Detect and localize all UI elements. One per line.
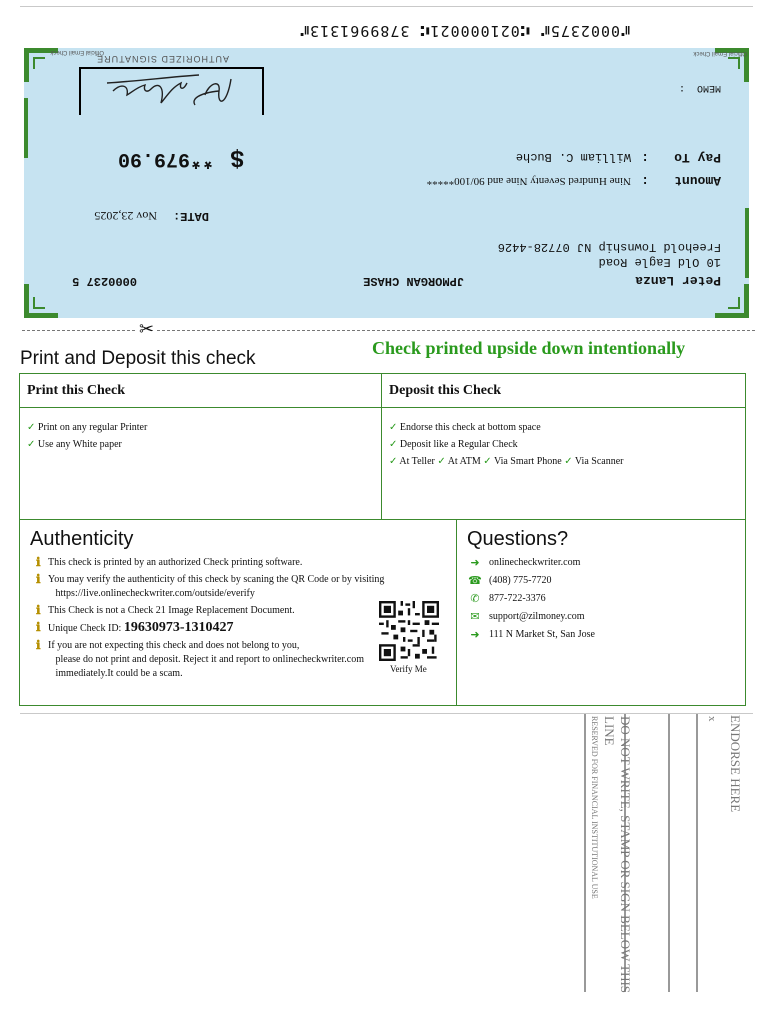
verify-me-label: Verify Me <box>390 664 427 674</box>
questions-section <box>457 520 745 705</box>
checkmark-icon: ✓ <box>389 456 398 467</box>
phone-icon: ☎ <box>468 574 482 587</box>
micr-line: ⑈0002375⑈ ⑆021000021⑆ 3789961313⑈ <box>299 22 630 40</box>
upside-down-notice: Check printed upside down intentionally <box>372 338 686 358</box>
contact-address: ➜ 111 N Market St, San Jose <box>467 626 735 644</box>
deposit-section-heading: Deposit this Check <box>382 374 745 408</box>
payee-name: William C. Buche <box>515 150 631 164</box>
print-section-heading: Print this Check <box>20 374 381 408</box>
endorse-divider <box>696 714 698 992</box>
check-edge-right <box>24 98 28 158</box>
checkmark-icon: ✓ <box>437 456 446 467</box>
instructions-table <box>19 373 746 520</box>
list-item: ✓ Use any White paper <box>27 439 122 450</box>
amount-label: Amount <box>674 173 721 188</box>
checkmark-icon: ✓ <box>389 422 398 433</box>
info-icon: ℹ <box>36 572 41 586</box>
option-smart-phone: Via Smart Phone <box>493 456 562 467</box>
location-arrow-icon: ➜ <box>470 628 480 641</box>
verify-url[interactable]: https://live.onlinecheckwriter.com/outside/everify <box>55 588 255 599</box>
amount-in-words: Nine Hundred Seventy Nine and 90/100***** <box>426 175 631 187</box>
checkmark-icon: ✓ <box>564 456 573 467</box>
amount-colon: : <box>641 173 649 188</box>
drawer-name: Peter Lanza <box>635 273 721 288</box>
endorse-here-label[interactable]: ENDORSE HERE <box>728 715 743 813</box>
authenticity-heading: Authenticity <box>30 528 134 550</box>
signature-image <box>99 69 239 113</box>
questions-heading: Questions? <box>467 528 569 550</box>
do-not-write-label: DO NOT WRITE, STAMP OR SIGN BELOW THIS LINE <box>602 716 633 994</box>
scissors-icon: ✂ <box>136 320 157 340</box>
authenticity-item: ℹ This Check is not a Check 21 Image Replacement Document. <box>36 603 295 617</box>
bank-name: JPMORGAN CHASE <box>363 274 464 288</box>
signature-caption: AUTHORIZED SIGNATURE <box>96 54 229 64</box>
pay-to-colon: : <box>641 150 649 165</box>
authenticity-item: ℹ Unique Check ID: 19630973-1310427 <box>36 620 234 635</box>
check-edge-left <box>745 208 749 278</box>
unique-check-id: 19630973-1310427 <box>123 620 234 635</box>
micr-line-wrapper <box>270 20 630 40</box>
print-section <box>20 374 382 519</box>
bottom-divider <box>20 713 753 714</box>
contact-website[interactable]: ➜ onlinecheckwriter.com <box>467 554 735 572</box>
option-teller: At Teller <box>399 456 435 467</box>
memo-label: MEMO <box>696 82 721 93</box>
qr-code-icon[interactable] <box>379 601 439 661</box>
phone-outline-icon: ✆ <box>470 592 480 605</box>
arrow-icon: ➜ <box>470 556 480 569</box>
deposit-section <box>382 374 745 519</box>
check-number: 0000237 5 <box>72 274 137 288</box>
memo-colon: : <box>678 82 685 93</box>
checkmark-icon: ✓ <box>27 439 36 450</box>
page-title: Print and Deposit this check <box>20 348 256 369</box>
info-icon: ℹ <box>36 555 41 569</box>
corner-ornament-icon <box>24 284 58 318</box>
amount-numeric: **979.90 <box>117 147 214 170</box>
list-item: ✓ Endorse this check at bottom space <box>389 422 541 433</box>
authenticity-item: ℹ If you are not expecting this check and does not belong to you, please do not print and deposit. Reject it and report to onlinecheckwriter.com immediately.It could be a scam. <box>36 638 365 679</box>
check <box>24 48 749 318</box>
option-scanner: Via Scanner <box>574 456 624 467</box>
info-icon: ℹ <box>36 620 41 634</box>
checkmark-icon: ✓ <box>389 439 398 450</box>
info-icon: ℹ <box>36 603 41 617</box>
authenticity-item: ℹ You may verify the authenticity of this check by scaning the QR Code or by visiting https://live.onlinecheckwriter.com/outside/everify <box>36 572 385 599</box>
endorse-x-mark: x <box>706 716 718 722</box>
info-table <box>19 519 746 706</box>
deposit-section-list <box>382 408 745 481</box>
deposit-options <box>389 453 738 470</box>
authenticity-section <box>20 520 457 705</box>
info-icon: ℹ <box>36 638 41 652</box>
date-value: Nov 23,2025 <box>94 209 157 223</box>
mail-icon: ✉ <box>470 610 480 623</box>
reserved-label: RESERVED FOR FINANCIAL INSTITUTIONAL USE <box>590 716 599 899</box>
contact-email[interactable]: ✉ support@zilmoney.com <box>467 608 735 626</box>
authenticity-item: ℹ This check is printed by an authorized Check printing software. <box>36 555 303 569</box>
tiny-caption: Official Email Check <box>50 49 104 55</box>
checkmark-icon: ✓ <box>483 456 492 467</box>
endorse-divider <box>584 714 586 992</box>
dollar-sign: $ <box>230 145 244 172</box>
top-divider <box>20 6 753 7</box>
drawer-address-line1: 10 Old Eagle Road <box>598 255 721 269</box>
checkmark-icon: ✓ <box>27 422 36 433</box>
drawer-address-line2: Freehold Township NJ 07728-4426 <box>497 240 721 254</box>
tiny-caption: Official Email Check <box>693 50 747 56</box>
cut-line <box>22 330 755 331</box>
option-atm: At ATM <box>447 456 481 467</box>
list-item: ✓ Print on any regular Printer <box>27 422 148 433</box>
pay-to-label: Pay To <box>674 150 721 165</box>
contact-phone[interactable]: ☎ (408) 775-7720 <box>467 572 735 590</box>
endorse-divider <box>668 714 670 992</box>
contact-tollfree[interactable]: ✆ 877-722-3376 <box>467 590 735 608</box>
corner-ornament-icon <box>715 284 749 318</box>
date-label: DATE: <box>172 209 209 223</box>
list-item: ✓ Deposit like a Regular Check <box>389 439 518 450</box>
print-section-list <box>20 408 381 464</box>
